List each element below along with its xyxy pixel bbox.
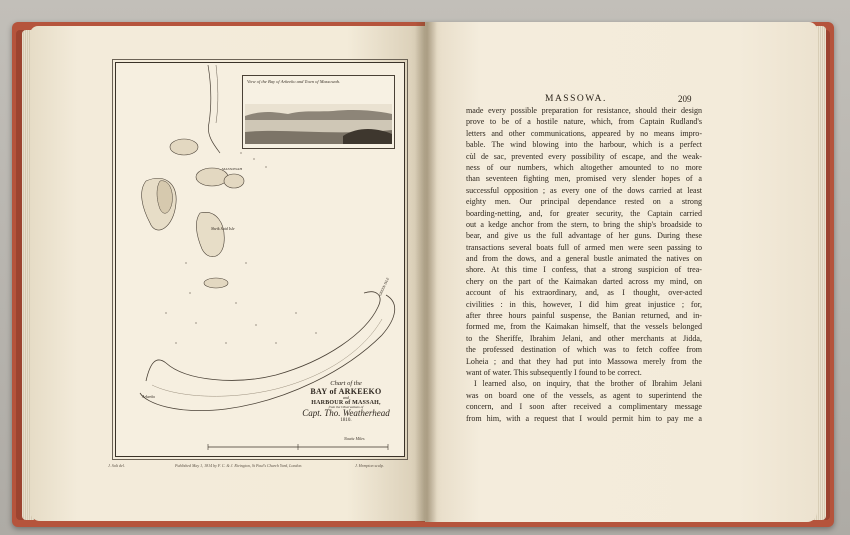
cartouche-subtitle: HARBOUR of MASSAH, xyxy=(311,399,381,406)
text-line: was on board one of the vessels, as agent to superintend the xyxy=(466,390,702,400)
inset-title: View of the Bay of Arkeeko and Town of Massowah. xyxy=(247,79,341,84)
text-line: than seventeen fighting men, promised very slender hopes of a xyxy=(466,174,702,184)
text-line: the professed destination of which was to fetch coffee from xyxy=(466,345,702,355)
text-line: civilities : in this, however, I did him great injustice ; for, xyxy=(466,299,702,309)
cartouche-title: BAY of ARKEEKO xyxy=(310,386,382,396)
text-line: bear, and give us the full advantage of her guns. During these xyxy=(466,231,702,241)
text-line: letters and other communications, appeared by no means impro- xyxy=(466,128,702,138)
text-line: to the Sheriffe, Ibrahim Jelani, and other merchants at Jidda, xyxy=(466,333,702,343)
text-line: made every possible preparation for resistance, should their design xyxy=(466,106,702,115)
imprint-publisher: Published May 1, 1814 by F. C. & J. Rivington, St Paul's Church Yard, London. xyxy=(175,463,303,468)
text-line: boarding-netting, and, for greater security, the Captain carried xyxy=(466,208,702,218)
island-sheik-said xyxy=(196,212,224,256)
inset-landscape xyxy=(243,76,394,148)
label-arkeeko: Arkeeko xyxy=(142,394,156,399)
text-line: bable. The wind blowing into the harbour, which is a perfect xyxy=(466,140,702,150)
cartouche-year: 1810. xyxy=(340,418,352,423)
text-line: formed me, from the Kaimakan himself, that the vessels belonged xyxy=(466,322,702,332)
island-north xyxy=(170,139,198,155)
text-line: successful opposition ; as every one of the dows carried at least xyxy=(466,185,702,195)
body-text xyxy=(466,105,702,424)
label-green-isle: GREEN ISLE xyxy=(378,276,391,297)
text-line: chery on the part of the Kaimakan darted across my mind, on xyxy=(466,276,702,286)
cartouche-line-3: and xyxy=(343,394,349,400)
coastline-north-inner xyxy=(216,65,218,123)
text-line: transactions several boats full of armed men were seen passing to xyxy=(466,242,702,252)
label-massowah: MASSOWAH xyxy=(222,167,243,171)
text-line: account of his extraordinary, and, as I thought, over-acted xyxy=(466,288,702,298)
text-line: eighty men. Our principal dependance rested on a strong xyxy=(466,197,702,207)
page-number: 209 xyxy=(678,94,692,104)
cartouche-author: Capt. Tho. Weatherhead xyxy=(302,408,390,418)
running-head: MASSOWA. xyxy=(545,94,607,104)
text-line: I learned also, on inquiry, that the brother of Ibrahim Jelani xyxy=(474,379,702,389)
text-line: want of water. This subsequently I found to be correct. xyxy=(466,367,642,377)
book-gutter xyxy=(415,22,437,522)
text-line: after three hours painful suspense, the Banian returned, and in- xyxy=(466,311,702,321)
text-line: Loheia ; and that they had put into Massowa merely from the xyxy=(466,356,702,366)
cartouche-line-5: from the Observations of xyxy=(328,404,364,409)
imprint-artist: J. Salt del. xyxy=(108,463,125,468)
text-line: out a kedge anchor from the stern, to bring the ship's broadside to xyxy=(466,219,702,229)
text-line: from him, with a request that I would permit him to pay me a xyxy=(466,413,702,423)
text-line: cùl de sac, prevented every possibility of escape, and the weak- xyxy=(466,151,702,161)
label-sheik-said-isle: Sheik Said Isle xyxy=(211,226,235,231)
inset-view xyxy=(242,75,395,149)
text-line: ness of our numbers, which altogether amounted to no more xyxy=(466,162,702,172)
chart-plate xyxy=(115,62,405,457)
text-line: and from the dows, and a general bustle animated the natives on xyxy=(466,254,702,264)
imprint-engraver: J. Hempton sculp. xyxy=(355,463,384,468)
island-south xyxy=(204,278,228,288)
scale-label: Nautic Miles xyxy=(344,436,365,441)
coastline-north xyxy=(208,65,220,153)
cartouche-line-1: Chart of the xyxy=(330,380,362,387)
text-line: shore. At this time I confess, that a strong suspicion of trea- xyxy=(466,265,702,275)
text-line: concern, and I soon after received a complimentary message xyxy=(466,402,702,412)
text-line: prove to be of a hostile nature, which, from Captain Rudland's xyxy=(466,117,702,127)
bay-coast-outer xyxy=(146,292,380,381)
chart-cartouche xyxy=(291,381,401,423)
island-east xyxy=(224,174,244,188)
